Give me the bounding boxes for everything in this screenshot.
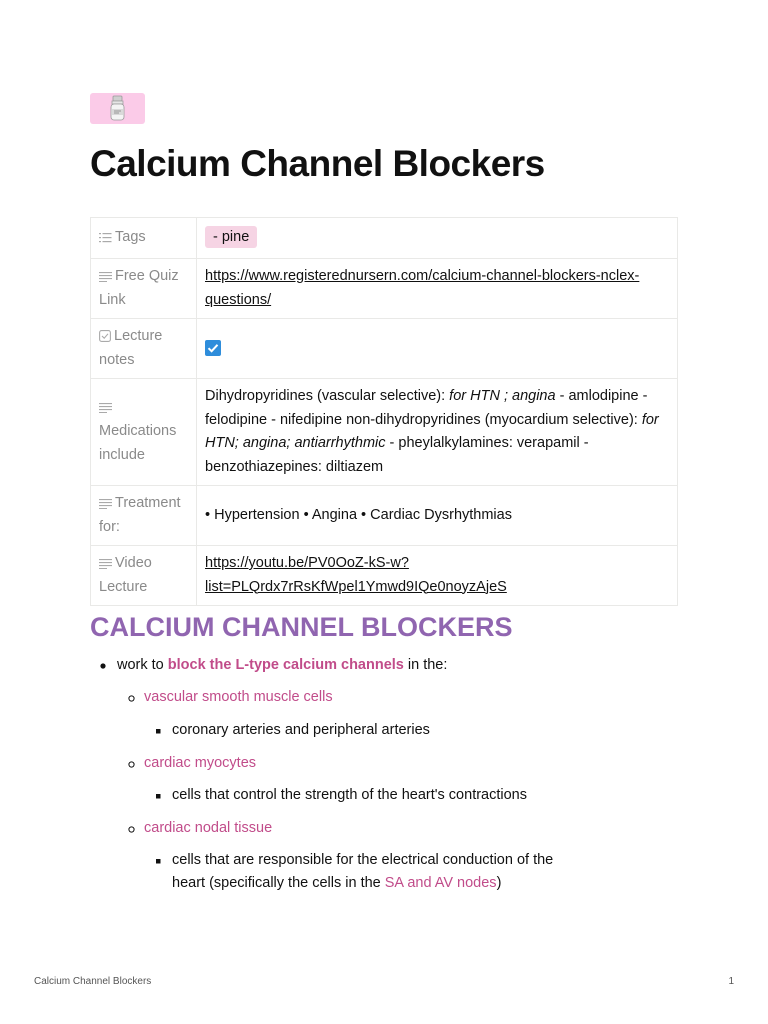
detail-text: ) xyxy=(496,875,502,891)
bullet-circle-icon xyxy=(128,826,135,833)
property-label: Video Lecture xyxy=(99,555,152,595)
detail-text: heart (specifically the cells in the xyxy=(172,875,385,891)
medications-text: - pheylalkylamines: verapamil - benzothiazepines: diltiazem xyxy=(205,435,589,475)
pill-bottle-icon xyxy=(109,95,126,122)
intro-bullet xyxy=(117,654,447,677)
property-value-medications xyxy=(197,379,678,486)
medications-text: - amlodipine - felodipine - nifedipine non-dihydropyridines (myocardium selective): xyxy=(205,388,648,428)
property-key-video xyxy=(91,546,197,606)
property-label: Treatment for: xyxy=(99,495,181,535)
property-row-medications xyxy=(91,379,678,486)
video-link[interactable]: https://youtu.be/PV0OoZ-kS-w? xyxy=(205,555,409,571)
bullet-square-icon xyxy=(156,859,161,864)
property-label: Medications include xyxy=(99,423,177,463)
property-row-tags xyxy=(91,218,678,259)
video-link-continued[interactable]: list=PLQrdx7rRsKfWpel1Ymwd9IQe0noyzAjeS xyxy=(205,578,507,595)
footer-page-number: 1 xyxy=(728,976,734,987)
intro-text: work to xyxy=(117,657,168,673)
text-lines-icon xyxy=(99,558,112,569)
page-icon-container[interactable] xyxy=(90,93,145,124)
property-label: Lecture notes xyxy=(99,328,163,368)
list-icon xyxy=(99,232,112,243)
property-value-quiz xyxy=(197,259,678,319)
target-item-label: cardiac nodal tissue xyxy=(144,820,273,836)
section-heading: CALCIUM CHANNEL BLOCKERS xyxy=(90,612,513,642)
page-title: Calcium Channel Blockers xyxy=(90,143,545,184)
lecture-notes-checkbox[interactable] xyxy=(205,340,221,356)
property-row-treatment xyxy=(91,486,678,546)
property-label: Free Quiz Link xyxy=(99,268,179,308)
text-lines-icon xyxy=(99,498,112,509)
medications-indication: for HTN ; angina xyxy=(449,388,556,404)
target-item-detail: cells that control the strength of the heart's contractions xyxy=(172,787,527,803)
bullet-square-icon xyxy=(156,729,161,734)
intro-highlight: block the L-type calcium channels xyxy=(167,657,404,673)
property-key-treatment xyxy=(91,486,197,546)
target-item-detail: coronary arteries and peripheral arteries xyxy=(172,722,430,738)
properties-table xyxy=(90,217,678,606)
detail-highlight: SA and AV nodes xyxy=(384,875,497,891)
property-row-quiz xyxy=(91,259,678,319)
target-item-label: cardiac myocytes xyxy=(144,755,257,771)
property-key-quiz xyxy=(91,259,197,319)
quiz-link[interactable]: https://www.registerednursern.com/calcium-channel-blockers-nclex- xyxy=(205,268,640,284)
property-value-tags xyxy=(197,218,678,259)
property-row-lecture-notes xyxy=(91,319,678,379)
bullet-disc-icon xyxy=(100,663,106,669)
bullet-circle-icon xyxy=(128,761,135,768)
medications-indication: for HTN; angina; antiarrhythmic xyxy=(205,411,659,451)
text-lines-icon xyxy=(99,271,112,282)
bullet-circle-icon xyxy=(128,695,135,702)
property-key-lecture-notes xyxy=(91,319,197,379)
intro-text: in the: xyxy=(403,657,448,673)
property-value-treatment: • Hypertension • Angina • Cardiac Dysrhythmias xyxy=(197,486,678,546)
property-row-video xyxy=(91,546,678,606)
property-key-tags xyxy=(91,218,197,259)
checkmark-icon xyxy=(205,340,221,356)
property-key-medications xyxy=(91,379,197,486)
property-value-lecture-notes xyxy=(197,319,678,379)
property-value-video xyxy=(197,546,678,606)
target-item-label: vascular smooth muscle cells xyxy=(144,689,333,705)
tag-chip[interactable]: - pine xyxy=(205,226,257,248)
target-item-detail xyxy=(172,849,553,895)
property-label: Tags xyxy=(115,229,146,246)
quiz-link-continued[interactable]: questions/ xyxy=(205,291,272,308)
footer-title: Calcium Channel Blockers xyxy=(34,976,152,987)
medications-text: Dihydropyridines (vascular selective): xyxy=(205,388,450,404)
bullet-square-icon xyxy=(156,794,161,799)
detail-text: cells that are responsible for the electrical conduction of the xyxy=(172,852,554,868)
checkbox-property-icon xyxy=(99,330,111,342)
text-lines-icon xyxy=(99,402,112,413)
